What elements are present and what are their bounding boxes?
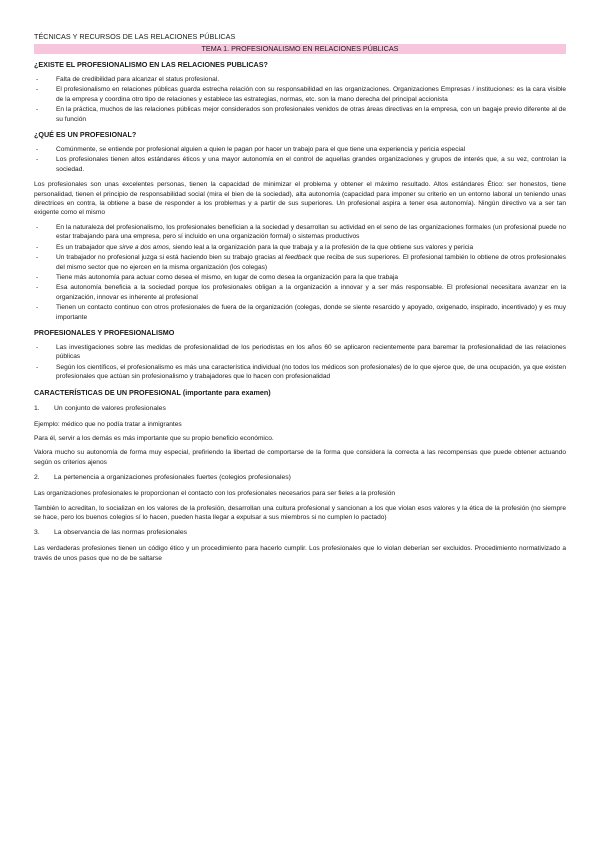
list-item: - En la práctica, muchos de las relaciones públicas mejor considerados son profesionales venidos de otras áreas directivas en la empresa, con un bagaje previo diferente al de su función bbox=[36, 106, 566, 123]
bullet-marker: - bbox=[36, 156, 39, 164]
bullet-marker: - bbox=[36, 254, 39, 262]
list-item: - Esa autonomía beneficia a la sociedad porque los profesionales obligan a la organización a innovar y a ser más responsable. El profesional necesitara avanzar en la organización, innovar es inherente al profesional bbox=[36, 284, 566, 301]
numbered-item-2 bbox=[34, 473, 566, 483]
list-existe bbox=[34, 75, 566, 124]
bullet-marker: - bbox=[36, 76, 39, 83]
bullet-marker: - bbox=[36, 86, 39, 94]
item-number: 3. bbox=[34, 529, 40, 537]
list-item: - Falta de credibilidad para alcanzar el status profesional. bbox=[36, 76, 220, 83]
paragraph: Valora mucho su autonomía de forma muy especial, prefiriendo la libertad de comportarse de la forma que considera la correcta a las recompensas que puede obtener actuando según os criterios ajenos bbox=[34, 449, 566, 466]
list-item: - En la naturaleza del profesionalismo, los profesionales benefician a la sociedad y desarrollan su actividad en el seno de las organizaciones formales (un profesional puede no estar trabajando para una empresa, pero sí incluido en una organización formal) o sistemas productivos bbox=[36, 223, 566, 241]
bullet-marker: - bbox=[36, 223, 39, 231]
numbered-item-1 bbox=[34, 404, 566, 414]
item-label: La pertenencia a organizaciones profesionales fuertes (colegios profesionales) bbox=[54, 474, 291, 482]
emphasis-dos-amos: sirve a dos amos bbox=[119, 243, 169, 251]
list-item: - Comúnmente, se entiende por profesional alguien a quien le pagan por hacer un trabajo para el que tiene una experiencia y pericia especial bbox=[36, 146, 466, 154]
paragraph: Ejemplo: médico que no podía tratar a inmigrantes bbox=[34, 420, 182, 428]
heading-que-es: ¿QUÉ ES UN PROFESIONAL? bbox=[34, 130, 137, 140]
list-item: - Tiene más autonomía para actuar como desea el mismo, en lugar de como desea la organización para la que trabaja bbox=[36, 273, 399, 281]
numbered-item-3 bbox=[34, 528, 566, 538]
theme-banner: TEMA 1. PROFESIONALISMO EN RELACIONES PÚBLICAS bbox=[34, 44, 566, 54]
item-number: 1. bbox=[34, 404, 40, 412]
list-item: - Según los científicos, el profesionalismo es más una característica individual (no todos los médicos son profesionales) de lo que ejerce que, de una ocupación, ya que existen profesionales que actúan sin profesionalismo y trabajadores que lo hacen con profesionalidad bbox=[36, 363, 566, 381]
heading-profesionales: PROFESIONALES Y PROFESIONALISMO bbox=[34, 327, 175, 337]
bullet-marker: - bbox=[36, 363, 39, 371]
paragraph-profesionales-personas: Los profesionales son unas excelentes personas, tienen la capacidad de minimizar el problema y obtener el máximo resultado. Altos estándares Ético: ser honestos, tiene personalidad, tienen el principio de responsabilidad social (mira el bien de la sociedad), alta autonomía (capacidad para imponer su criterio en un entorno laboral un teniendo unas directrices en contra, la obtiene a base de responder a los problemas y a partir de sus superiores. Un profesional aspira a tener esa autonomía). Ningún directivo va a ser tan exigente como el mismo bbox=[34, 181, 566, 217]
list-que-es bbox=[34, 145, 566, 174]
bullet-marker: - bbox=[36, 106, 39, 114]
bullet-marker: - bbox=[36, 343, 39, 351]
item-label: La observancia de las normas profesionales bbox=[54, 529, 187, 537]
bullet-marker: - bbox=[36, 273, 39, 281]
heading-existe: ¿EXISTE EL PROFESIONALISMO EN LAS RELACIONES PUBLICAS? bbox=[34, 60, 268, 69]
list-item: - El profesionalismo en relaciones públicas guarda estrecha relación con su responsabilidad en las organizaciones. Organizaciones Empresas / instituciones: es la cara visible de la empresa y coordina otro tipo de relaciones y establece las estrategias, normas, etc. son la mano derecha del principal accionista bbox=[36, 86, 566, 103]
heading-caracteristicas: CARACTERÍSTICAS DE UN PROFESIONAL (importante para examen) bbox=[34, 387, 271, 397]
list-profesionales bbox=[34, 343, 566, 382]
list-item: - Tienen un contacto continuo con otros profesionales de fuera de la organización (colegas, donde se siente resarcido y apoyado, oxigenado, inspirado, incentivado) y es muy importante bbox=[36, 304, 566, 321]
emphasis-feedback: feedback bbox=[284, 254, 312, 262]
bullet-marker: - bbox=[36, 284, 39, 292]
course-title: TÉCNICAS Y RECURSOS DE LAS RELACIONES PÚBLICAS bbox=[34, 32, 236, 41]
bullet-marker: - bbox=[36, 304, 39, 312]
list-item: - Es un trabajador que sirve a dos amos, siendo leal a la organización para la que trabaja y a la profesión de la que obtiene sus valores y pericia bbox=[36, 243, 474, 251]
paragraph: Para él, servir a los demás es más importante que su propio beneficio económico. bbox=[34, 434, 274, 442]
paragraph: También lo acreditan, lo socializan en los valores de la profesión, desarrollan una cultura profesional y sancionan a los que violan esos valores y la ética de la profesión (no siempre se hace, pero los buenos colegios sí lo hacen, pueden hasta llegar a expulsar a sus miembros si no cumplen lo pactado) bbox=[34, 504, 566, 521]
list-item: - Un trabajador no profesional juzga si está haciendo bien su trabajo gracias al feedback que reciba de sus superiores. El profesional también lo obtiene de otros profesionales del mismo sector que no ejercen en la misma organización (los colegas) bbox=[36, 254, 567, 271]
paragraph: Las organizaciones profesionales le proporcionan el contacto con los profesionales necesarios para ser fieles a la profesión bbox=[34, 490, 396, 498]
list-item: - Las investigaciones sobre las medidas de profesionalidad de los periodistas en los años 60 se aplicaron recientemente para baremar la profesionalidad de las relaciones públicas bbox=[36, 343, 566, 361]
bullet-marker: - bbox=[36, 146, 39, 154]
bullet-marker: - bbox=[36, 243, 39, 251]
item-label: Un conjunto de valores profesionales bbox=[54, 404, 166, 412]
item-number: 2. bbox=[34, 474, 40, 482]
list-naturaleza bbox=[34, 223, 566, 322]
paragraph: Las verdaderas profesiones tienen un código ético y un procedimiento para hacerlo cumplir. Los profesionales que lo violan deberían ser excluidos. Procedimiento normativizado a través de unos pasos que no de be saltarse bbox=[34, 545, 566, 562]
list-item: - Los profesionales tienen altos estándares éticos y una mayor autonomía en el control de aquellas grandes organizaciones y grupos de interés que, a su vez, controlan la sociedad. bbox=[36, 156, 566, 173]
